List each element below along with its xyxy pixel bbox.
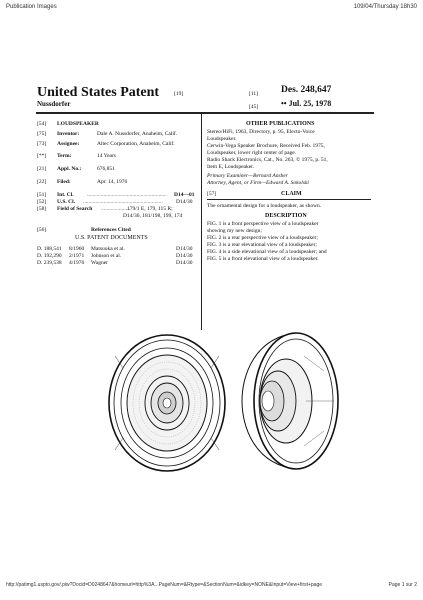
description-line: FIG. 4 is a side elevational view of a loudspeaker; and <box>207 249 327 255</box>
field-code: [52] <box>37 199 47 205</box>
description-heading: DESCRIPTION <box>265 213 307 219</box>
field-value: Altec Corporation, Anaheim, Calif. <box>97 141 175 147</box>
other-publications-heading: OTHER PUBLICATIONS <box>246 121 315 127</box>
reference-name: Matsuoka et al. <box>91 246 125 252</box>
field-code: [58] <box>37 206 47 212</box>
publication-line: Cerwin-Vega Speaker Brochure, Received Feb. 1975, <box>207 143 325 149</box>
field-label: U.S. Cl. <box>57 199 76 205</box>
browser-datetime: 109/04/Thursday 18h30 <box>353 4 417 10</box>
field-label: Term: <box>57 153 72 159</box>
leader-dots: .......................................................... <box>87 192 167 198</box>
patent-office-title: United States Patent <box>37 85 160 100</box>
number-code: [11] <box>249 91 258 97</box>
reference-name: Johnson et al. <box>91 253 122 259</box>
description-line: FIG. 3 is a rear elevational view of a loudspeaker; <box>207 242 317 248</box>
publication-line: Item E, Loudspeaker. <box>207 164 255 170</box>
field-value-continued: D14/30, 181/198, 199, 174 <box>123 213 183 219</box>
claim-code: [57] <box>207 191 217 197</box>
reference-number: D. 239,538 <box>37 260 62 266</box>
field-label: Inventor: <box>57 131 80 137</box>
field-label: Field of Search <box>57 206 93 212</box>
reference-date: 4/1976 <box>69 260 85 266</box>
field-label: Appl. No.: <box>57 166 82 172</box>
field-value: D14—01 <box>174 192 195 198</box>
reference-class: D14/30 <box>176 260 193 266</box>
field-code: [51] <box>37 192 47 198</box>
publication-line: Stereo/HiFi, 1963, Directory, p. 95, Electo-Voice <box>207 129 315 135</box>
reference-number: D. 188,541 <box>37 246 62 252</box>
reference-date: 2/1971 <box>69 253 85 259</box>
references-subheading: U.S. PATENT DOCUMENTS <box>75 235 148 241</box>
browser-title: Publication Images <box>6 4 57 10</box>
field-value: 14 Years <box>97 153 116 159</box>
field-code: [21] <box>37 166 47 172</box>
field-code: [73] <box>37 141 47 147</box>
leader-dots: .......................................................... <box>83 199 163 205</box>
claim-rule <box>207 199 371 200</box>
description-line: showing my new design; <box>207 228 262 234</box>
field-value: 676,851 <box>97 166 115 172</box>
page-url[interactable]: http://patimg1.uspto.gov/.piw?Docid=D0248647&homeurl=http%3A...PageNum=&Rtype=&SectionNum=&idkey=NONE&Input=View+first+page <box>6 582 323 588</box>
patent-date: •• Jul. 25, 1978 <box>281 99 332 108</box>
page-number: Page 1 sur 2 <box>388 582 417 588</box>
description-line: FIG. 5 is a front elevational view of a loudspeaker. <box>207 256 319 262</box>
reference-class: D14/30 <box>176 253 193 259</box>
loudspeaker-front-figure <box>101 328 231 478</box>
references-code: [56] <box>37 227 47 233</box>
reference-class: D14/30 <box>176 246 193 252</box>
references-heading: References Cited <box>91 227 131 233</box>
field-label: Filed: <box>57 179 71 185</box>
field-label: Int. Cl. <box>57 192 74 198</box>
field-code: [54] <box>37 121 47 127</box>
office-code: [19] <box>174 91 184 97</box>
publication-line: Loudspeaker, lower right center of page. <box>207 150 297 156</box>
field-code: [75] <box>37 131 47 137</box>
field-value: D14/30 <box>176 199 193 205</box>
field-code: [22] <box>37 179 47 185</box>
field-value: 179/1 E, 179, 115 R; <box>127 206 173 212</box>
field-label: Assignee: <box>57 141 80 147</box>
reference-number: D. 192,290 <box>37 253 62 259</box>
primary-examiner: Primary Examiner—Bernard Ansher <box>207 173 288 179</box>
header-rule <box>36 112 374 114</box>
claim-heading: CLAIM <box>281 191 302 197</box>
patent-number: Des. 248,647 <box>281 85 332 95</box>
leader-dots: ..................... <box>101 206 130 212</box>
attorney: Attorney, Agent, or Firm—Edward A. Sokolski <box>207 180 309 186</box>
field-title: LOUDSPEAKER <box>57 121 99 127</box>
loudspeaker-rear-figure <box>234 326 344 476</box>
claim-text: The ornamental design for a loudspeaker, as shown. <box>207 203 322 209</box>
patent-document <box>31 66 377 476</box>
description-line: FIG. 2 is a rear perspective view of a loudspeaker; <box>207 235 318 241</box>
reference-date: 8/1960 <box>69 246 85 252</box>
description-line: FIG. 1 is a front perspective view of a loudspeaker <box>207 221 319 227</box>
publication-line: Loudspeaker. <box>207 136 237 142</box>
inventor-short: Nussdorfer <box>37 100 71 108</box>
column-divider <box>201 114 202 330</box>
field-value: Dale A. Nussdorfer, Anaheim, Calif. <box>97 131 178 137</box>
field-code: [**] <box>37 153 47 159</box>
reference-name: Wagner <box>91 260 108 266</box>
publication-line: Radio Shack Electronics, Cat., No. 263, © 1975, p. 51, <box>207 157 328 163</box>
date-code: [45] <box>249 104 259 110</box>
field-value: Apr. 14, 1976 <box>97 179 128 185</box>
